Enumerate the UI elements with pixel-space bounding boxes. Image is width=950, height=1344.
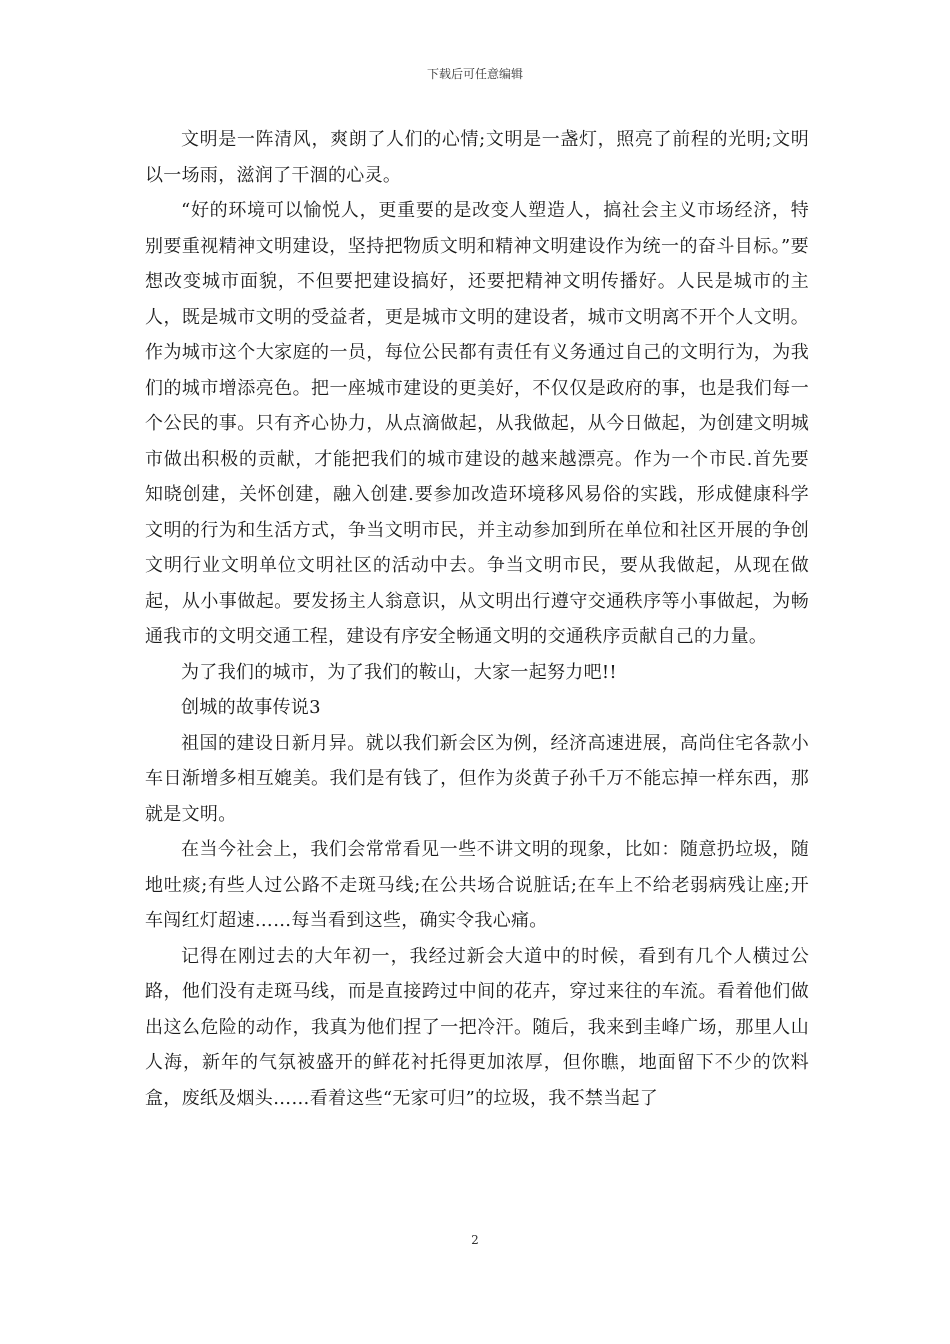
paragraph-uncivilized-phenomena: 在当今社会上，我们会常常看见一些不讲文明的现象，比如：随意扔垃圾，随地吐痰;有些人过公路不走斑马线;在公共场合说脏话;在车上不给老弱病残让座;开车闯红灯超速……每当看到这些，确实令我心痛。 xyxy=(145,839,809,931)
paragraph-anshan-call: 为了我们的城市，为了我们的鞍山，大家一起努力吧!! xyxy=(181,661,617,683)
paragraph-spiritual-civilization: “好的环境可以愉悦人，更重要的是改变人塑造人，搞社会主义市场经济，特别要重视精神文明建设，坚持把物质文明和精神文明建设作为统一的奋斗目标。”要想改变城市面貌，不但要把建设搞好，还要把精神文明传播好。人民是城市的主人，既是城市文明的受益者，更是城市文明的建设者，城市文明离不开个人文明。作为城市这个大家庭的一员，每位公民都有责任有义务通过自己的文明行为，为我们的城市增添亮色。把一座城市建设的更美好，不仅仅是政府的事，也是我们每一个公民的事。只有齐心协力，从点滴做起，从我做起，从今日做起，为创建文明城市做出积极的贡献，才能把我们的城市建设的越来越漂亮。作为一个市民.首先要知晓创建，关怀创建，融入创建.要参加改造环境移风易俗的实践，形成健康科学文明的行为和生活方式，争当文明市民，并主动参加到所在单位和社区开展的争创文明行业文明单位文明社区的活动中去。争当文明市民，要从我做起，从现在做起，从小事做起。要发扬主人翁意识，从文明出行遵守交通秩序等小事做起，为畅通我市的文明交通工程，建设有序安全畅通文明的交通秩序贡献自己的力量。 xyxy=(145,200,809,647)
section-heading: 创城的故事传说3 xyxy=(181,697,321,718)
paragraph-civilization-metaphor: 文明是一阵清风，爽朗了人们的心情;文明是一盏灯，照亮了前程的光明;文明以一场雨，滋润了干涸的心灵。 xyxy=(145,129,809,186)
document-body xyxy=(145,122,809,1116)
paragraph-new-year-story: 记得在刚过去的大年初一，我经过新会大道中的时候，看到有几个人横过公路，他们没有走斑马线，而是直接跨过中间的花卉，穿过来往的车流。看着他们做出这么危险的动作，我真为他们捏了一把冷汗。随后，我来到圭峰广场，那里人山人海，新年的气氛被盛开的鲜花衬托得更加浓厚，但你瞧，地面留下不少的饮料盒，废纸及烟头……看着这些“无家可归”的垃圾，我不禁当起了 xyxy=(145,945,809,1109)
paragraph-xinhui-development: 祖国的建设日新月异。就以我们新会区为例，经济高速进展，高尚住宅各款小车日渐增多相互媲美。我们是有钱了，但作为炎黄子孙千万不能忘掉一样东西，那就是文明。 xyxy=(145,732,809,825)
page-number: 2 xyxy=(471,1233,479,1247)
page-header: 下载后可任意编辑 xyxy=(426,67,523,81)
